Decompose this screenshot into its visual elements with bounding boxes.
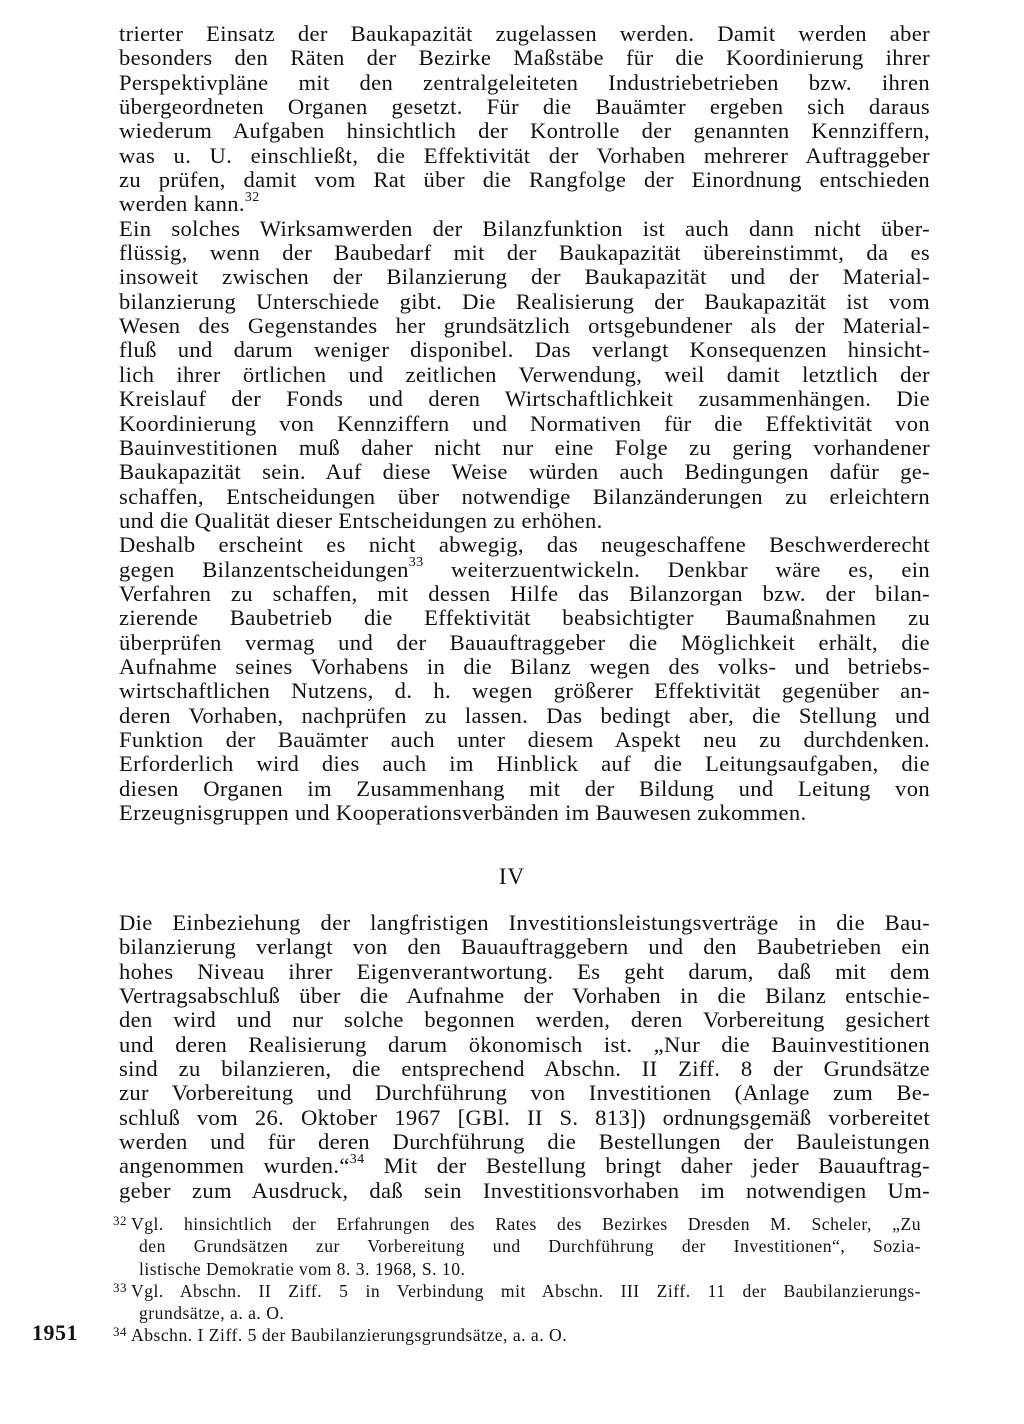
text-line: und deren Realisierung darum ökonomisch ist. „Nur die Bauinvestitionen xyxy=(119,1031,930,1057)
text-line: Aufnahme seines Vorhabens in die Bilanz wegen des volks- und betriebs- xyxy=(119,653,930,679)
text-line: besonders den Räten der Bezirke Maßstäbe für die Koordinierung ihrer xyxy=(119,45,930,71)
text-line: Wesen des Gegenstandes her grundsätzlich ortsgebundener als der Material- xyxy=(119,313,930,339)
text-line: Perspektivpläne mit den zentralgeleiteten Industriebetrieben bzw. ihren xyxy=(119,69,930,95)
footnote-ref: 34 xyxy=(349,1151,365,1167)
text-line: wirtschaftlichen Nutzens, d. h. wegen größerer Effektivität gegenüber an- xyxy=(119,678,930,704)
text-line: Ein solches Wirksamwerden der Bilanzfunktion ist auch dann nicht über- xyxy=(119,215,930,241)
text-line: lich ihrer örtlichen und zeitlichen Verwendung, weil damit letztlich der xyxy=(119,361,930,387)
text-line: Vertragsabschluß über die Aufnahme der Vorhaben in die Bilanz entschie- xyxy=(119,983,930,1009)
text-line: zierende Baubetrieb die Effektivität beabsichtigter Baumaßnahmen zu xyxy=(119,605,930,631)
footnote-line: den Grundsätzen zur Vorbereitung und Durchführung der Investitionen“, Sozia- xyxy=(139,1236,921,1257)
footnote-32 xyxy=(113,1213,921,1235)
text-line: trierter Einsatz der Baukapazität zugelassen werden. Damit werden aber xyxy=(119,21,930,46)
text-line: Kreislauf der Fonds und deren Wirtschaftlichkeit zusammenhängen. Die xyxy=(119,386,930,412)
text-line xyxy=(119,1151,930,1179)
footnote-ref: 33 xyxy=(408,555,424,571)
text-line xyxy=(119,555,930,582)
footnote-number: 32 xyxy=(113,1213,127,1228)
text-line: Erforderlich wird dies auch im Hinblick auf die Leitungsaufgaben, die xyxy=(119,751,930,777)
text-line: schaffen, Entscheidungen über notwendige Bilanzänderungen zu erleichtern xyxy=(119,483,930,509)
text-line: Funktion der Bauämter auch unter diesem Aspekt neu zu durchdenken. xyxy=(119,726,930,752)
text-line xyxy=(119,189,930,217)
text-line: was u. U. einschließt, die Effektivität der Vorhaben mehrerer Auftraggeber xyxy=(119,142,930,168)
footnotes xyxy=(113,1213,921,1347)
text-line: Erzeugnisgruppen und Kooperationsverbänden im Bauwesen zukommen. xyxy=(119,800,807,825)
footnote-34 xyxy=(113,1324,921,1346)
text-line: Bauinvestitionen muß daher nicht nur eine Folge zu gering vorhandener xyxy=(119,434,930,460)
footnote-ref: 32 xyxy=(244,189,260,205)
footnote-line: listische Demokratie vom 8. 3. 1968, S. 10. xyxy=(139,1258,466,1279)
text-line: Koordinierung von Kennziffern und Normativen für die Effektivität von xyxy=(119,410,930,436)
text-line: geber zum Ausdruck, daß sein Investitionsvorhaben im notwendigen Um- xyxy=(119,1177,930,1203)
text-line: bilanzierung verlangt von den Bauauftraggebern und den Baubetrieben ein xyxy=(119,934,930,960)
text-line: übergeordneten Organen gesetzt. Für die Bauämter ergeben sich daraus xyxy=(119,94,930,120)
text-line: sind zu bilanzieren, die entsprechend Abschn. II Ziff. 8 der Grundsätze xyxy=(119,1056,930,1082)
body-text-top xyxy=(119,22,930,825)
text-line: werden und für deren Durchführung die Bestellungen der Bauleistungen xyxy=(119,1129,930,1155)
text-line: wiederum Aufgaben hinsichtlich der Kontrolle der genannten Kennziffern, xyxy=(119,118,930,144)
text-line: Deshalb erscheint es nicht abwegig, das neugeschaffene Beschwerderecht xyxy=(119,532,930,558)
text-line: fluß und darum weniger disponibel. Das verlangt Konsequenzen hinsicht- xyxy=(119,337,930,363)
text-line: diesen Organen im Zusammenhang mit der Bildung und Leitung von xyxy=(119,775,930,801)
body-text-section-iv xyxy=(119,911,930,1203)
footnote-text: Vgl. Abschn. II Ziff. 5 in Verbindung mit Abschn. III Ziff. 11 der Baubilanzierungs- xyxy=(131,1280,921,1301)
text-fragment: weiterzuentwickeln. Denkbar wäre es, ein xyxy=(423,556,930,582)
text-line: flüssig, wenn der Baubedarf mit der Baukapazität übereinstimmt, da es xyxy=(119,240,930,266)
text-line: Verfahren zu schaffen, mit dessen Hilfe das Bilanzorgan bzw. der bilan- xyxy=(119,580,930,606)
footnote-number: 34 xyxy=(113,1324,127,1340)
page-number: 1951 xyxy=(32,1320,78,1345)
section-heading: IV xyxy=(498,864,526,889)
text-line: zu prüfen, damit vom Rat über die Rangfolge der Einordnung entschieden xyxy=(119,167,930,193)
text-line: den wird und nur solche begonnen werden, deren Vorbereitung gesichert xyxy=(119,1007,930,1033)
text-line: und die Qualität dieser Entscheidungen zu erhöhen. xyxy=(119,507,603,533)
text-line: überprüfen vermag und der Bauauftraggeber die Möglichkeit erhält, die xyxy=(119,629,930,655)
text-line: bilanzierung Unterschiede gibt. Die Realisierung der Baukapazität ist vom xyxy=(119,288,930,314)
text-line: insoweit zwischen der Bilanzierung der Baukapazität und der Material- xyxy=(119,264,930,290)
text-line: deren Vorhaben, nachprüfen zu lassen. Das bedingt aber, die Stellung und xyxy=(119,702,930,728)
text-fragment: werden kann. xyxy=(119,191,245,217)
footnote-33 xyxy=(113,1280,921,1302)
text-fragment: Mit der Bestellung bringt daher jeder Bauauftrag- xyxy=(364,1153,930,1179)
text-fragment: angenommen wurden.“ xyxy=(119,1153,350,1179)
text-line: Baukapazität sein. Auf diese Weise würden auch Bedingungen dafür ge- xyxy=(119,459,930,485)
text-fragment: gegen Bilanzentscheidungen xyxy=(119,556,409,582)
text-line: zur Vorbereitung und Durchführung von Investitionen (Anlage zum Be- xyxy=(119,1080,930,1106)
footnote-text: Abschn. I Ziff. 5 der Baubilanzierungsgrundsätze, a. a. O. xyxy=(131,1325,568,1346)
text-line: schluß vom 26. Oktober 1967 [GBl. II S. 813]) ordnungsgemäß vorbereitet xyxy=(119,1104,930,1130)
text-line: hohes Niveau ihrer Eigenverantwortung. Es geht darum, daß mit dem xyxy=(119,958,930,984)
footnote-number: 33 xyxy=(113,1279,127,1295)
footnote-text: Vgl. hinsichtlich der Erfahrungen des Rates des Bezirkes Dresden M. Scheler, „Zu xyxy=(131,1214,921,1234)
text-line: Die Einbeziehung der langfristigen Investitionsleistungsverträge in die Bau- xyxy=(119,910,930,935)
footnote-line: grundsätze, a. a. O. xyxy=(139,1303,285,1324)
